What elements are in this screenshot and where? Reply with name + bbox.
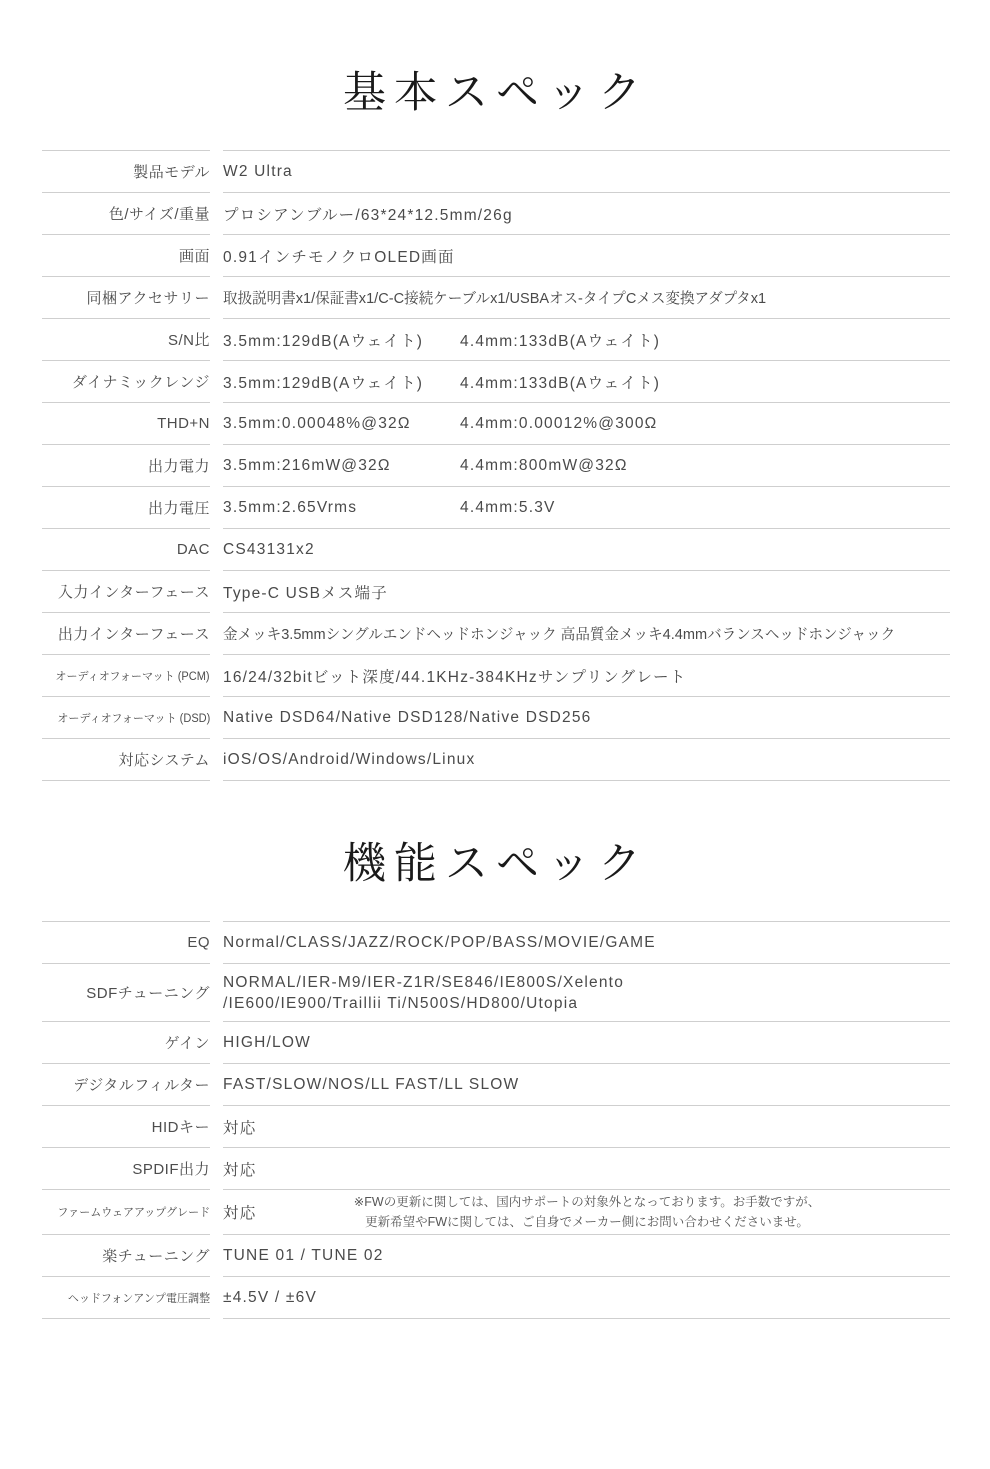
spec-row-value-cell bbox=[223, 738, 950, 780]
spec-row-value-cell bbox=[223, 570, 950, 612]
spec-row-label-cell bbox=[42, 528, 210, 570]
spec-row-value-cell bbox=[223, 1105, 950, 1147]
spec-row bbox=[42, 696, 950, 738]
spec-row-label-cell bbox=[42, 612, 210, 654]
spec-row-label: SPDIF出力 bbox=[132, 1161, 210, 1178]
spec-row bbox=[42, 360, 950, 402]
spec-row-label: デジタルフィルター bbox=[73, 1077, 210, 1094]
spec-row-label: ファームウェアアップグレード bbox=[57, 1207, 210, 1219]
spec-row-value: 3.5mm:0.00048%@32Ω bbox=[223, 414, 411, 432]
spec-row bbox=[42, 612, 950, 654]
value-line: NORMAL/IER-M9/IER-Z1R/SE846/IE800S/Xelento bbox=[223, 973, 625, 991]
spec-row-value: 0.91インチモノクロOLED画面 bbox=[223, 248, 455, 266]
spec-row-value: 対応 bbox=[223, 1161, 257, 1179]
spec-row-label: EQ bbox=[187, 934, 210, 951]
spec-row-label-cell bbox=[42, 1234, 210, 1276]
spec-row bbox=[42, 738, 950, 780]
spec-row-label: ヘッドフォンアンプ電圧調整 bbox=[67, 1292, 210, 1305]
spec-row-label-cell bbox=[42, 921, 210, 963]
spec-row-value: 3.5mm:129dB(Aウェイト) bbox=[223, 374, 424, 392]
spec-row-value: 4.4mm:0.00012%@300Ω bbox=[460, 414, 658, 432]
spec-row-value-cell bbox=[223, 360, 950, 402]
spec-row-label-cell bbox=[42, 360, 210, 402]
spec-row-value-cell bbox=[223, 921, 950, 963]
spec-row bbox=[42, 234, 950, 276]
spec-row-value-cell bbox=[223, 192, 950, 234]
spec-row bbox=[42, 318, 950, 360]
spec-row bbox=[42, 444, 950, 486]
spec-row-value: 4.4mm:5.3V bbox=[460, 498, 556, 516]
spec-row bbox=[42, 1234, 950, 1276]
spec-row-value: HIGH/LOW bbox=[223, 1033, 311, 1051]
spec-row-value: 3.5mm:216mW@32Ω bbox=[223, 456, 391, 474]
spec-row bbox=[42, 1189, 950, 1234]
spec-row-value-cell bbox=[223, 1234, 950, 1276]
spec-row bbox=[42, 402, 950, 444]
spec-row bbox=[42, 1147, 950, 1189]
spec-row-label: DAC bbox=[176, 541, 210, 558]
spec-row-value: iOS/OS/Android/Windows/Linux bbox=[223, 750, 476, 768]
spec-row-value: プロシアンブルー/63*24*12.5mm/26g bbox=[223, 206, 513, 224]
spec-row bbox=[42, 654, 950, 696]
spec-row-value: Normal/CLASS/JAZZ/ROCK/POP/BASS/MOVIE/GAME bbox=[223, 933, 656, 951]
spec-row-value-cell bbox=[223, 1189, 950, 1234]
spec-row-value: 4.4mm:133dB(Aウェイト) bbox=[460, 332, 661, 350]
firmware-note-line: 更新希望やFWに関しては、ご自身でメーカー側にお問い合わせくださいませ。 bbox=[365, 1215, 809, 1229]
spec-row bbox=[42, 276, 950, 318]
spec-row-label-cell bbox=[42, 738, 210, 780]
spec-row-value: 対応 bbox=[223, 1205, 257, 1222]
spec-row bbox=[42, 1276, 950, 1318]
spec-row-label: ダイナミックレンジ bbox=[71, 374, 210, 391]
spec-row-label-cell bbox=[42, 1105, 210, 1147]
spec-row-value-cell bbox=[223, 318, 950, 360]
section-title: 機能スペック bbox=[343, 840, 649, 888]
spec-row-value: 3.5mm:129dB(Aウェイト) bbox=[223, 332, 424, 350]
spec-row-value-cell bbox=[223, 696, 950, 738]
spec-row-value-cell bbox=[223, 150, 950, 192]
sections-root bbox=[42, 62, 950, 1319]
spec-row-label: ゲイン bbox=[164, 1035, 210, 1052]
spec-row-label-cell bbox=[42, 1147, 210, 1189]
spec-row-value: 16/24/32bitビット深度/44.1KHz-384KHzサンプリングレート bbox=[223, 668, 687, 686]
spec-row-label-cell bbox=[42, 402, 210, 444]
spec-row-value-cell bbox=[223, 1063, 950, 1105]
spec-row-value: CS43131x2 bbox=[223, 540, 315, 558]
table-bottom-divider bbox=[42, 1318, 950, 1319]
spec-row-value-cell bbox=[223, 402, 950, 444]
spec-table bbox=[42, 150, 950, 781]
spec-row-value: 4.4mm:133dB(Aウェイト) bbox=[460, 374, 661, 392]
spec-row-value: Type-C USBメス端子 bbox=[223, 584, 388, 602]
section-title: 基本スペック bbox=[343, 69, 649, 117]
spec-row-label-cell bbox=[42, 696, 210, 738]
spec-row-value: 金メッキ3.5mmシングルエンドヘッドホンジャック 高品質金メッキ4.4mmバランスヘッドホンジャック bbox=[223, 626, 896, 643]
divider-segment-label bbox=[42, 780, 210, 781]
spec-row-label: 出力電力 bbox=[147, 458, 210, 475]
spec-row-label: 画面 bbox=[178, 248, 210, 265]
spec-row-value-cell bbox=[223, 528, 950, 570]
spec-table bbox=[42, 921, 950, 1319]
spec-row-label-cell bbox=[42, 1189, 210, 1234]
divider-segment-value bbox=[223, 1318, 950, 1319]
spec-row-label-cell bbox=[42, 318, 210, 360]
spec-row-label: 色/サイズ/重量 bbox=[108, 206, 210, 223]
spec-row bbox=[42, 921, 950, 963]
spec-row-value: Native DSD64/Native DSD128/Native DSD256 bbox=[223, 708, 592, 726]
spec-row-label-cell bbox=[42, 570, 210, 612]
spec-row-label: HIDキー bbox=[151, 1119, 210, 1136]
spec-row-label: オーディオフォーマット (PCM) bbox=[55, 670, 210, 683]
spec-row-value-cell bbox=[223, 1021, 950, 1063]
spec-row-value: 3.5mm:2.65Vrms bbox=[223, 498, 358, 516]
spec-row-label: 対応システム bbox=[118, 752, 210, 769]
spec-row-label: 同梱アクセサリー bbox=[86, 290, 210, 307]
spec-row-value-cell bbox=[223, 963, 950, 1021]
spec-row-label-cell bbox=[42, 276, 210, 318]
spec-row-label-cell bbox=[42, 192, 210, 234]
spec-row-label: 楽チューニング bbox=[102, 1248, 210, 1265]
spec-row-value: 対応 bbox=[223, 1119, 257, 1137]
divider-segment-value bbox=[223, 780, 950, 781]
spec-row-value-cell bbox=[223, 444, 950, 486]
spec-row bbox=[42, 963, 950, 1021]
spec-row bbox=[42, 486, 950, 528]
spec-row bbox=[42, 150, 950, 192]
spec-row-label-cell bbox=[42, 1021, 210, 1063]
spec-row bbox=[42, 570, 950, 612]
spec-row-value: 4.4mm:800mW@32Ω bbox=[460, 456, 628, 474]
spec-row-value-cell bbox=[223, 654, 950, 696]
spec-row-label: SDFチューニング bbox=[86, 985, 210, 1002]
spec-row-label: THD+N bbox=[157, 415, 210, 432]
spec-row-value: ±4.5V / ±6V bbox=[223, 1288, 317, 1306]
spec-row-value-cell bbox=[223, 1147, 950, 1189]
table-bottom-divider bbox=[42, 780, 950, 781]
spec-row-label: S/N比 bbox=[167, 332, 210, 349]
spec-row-value-cell bbox=[223, 234, 950, 276]
spec-row-value bbox=[223, 972, 624, 1014]
spec-row-value-cell bbox=[223, 276, 950, 318]
spec-row bbox=[42, 192, 950, 234]
spec-row-label-cell bbox=[42, 150, 210, 192]
spec-row bbox=[42, 1063, 950, 1105]
spec-row-value-cell bbox=[223, 486, 950, 528]
spec-row bbox=[42, 528, 950, 570]
spec-row-value: FAST/SLOW/NOS/LL FAST/LL SLOW bbox=[223, 1075, 520, 1093]
spec-row-label-cell bbox=[42, 1276, 210, 1318]
spec-row-value-cell bbox=[223, 612, 950, 654]
firmware-note-line: ※FWの更新に関しては、国内サポートの対象外となっております。お手数ですが、 bbox=[353, 1195, 821, 1209]
spec-row-label: 入力インターフェース bbox=[57, 584, 210, 601]
spec-row-label: 出力インターフェース bbox=[57, 626, 210, 643]
spec-row-label: 製品モデル bbox=[133, 164, 210, 181]
spec-row-value: TUNE 01 / TUNE 02 bbox=[223, 1246, 384, 1264]
value-line: /IE600/IE900/Traillii Ti/N500S/HD800/Utopia bbox=[223, 994, 579, 1012]
spec-row-value-cell bbox=[223, 1276, 950, 1318]
spec-row-label-cell bbox=[42, 1063, 210, 1105]
spec-row-label-cell bbox=[42, 654, 210, 696]
spec-row-label-cell bbox=[42, 963, 210, 1021]
spec-row-label-cell bbox=[42, 234, 210, 276]
spec-row-label-cell bbox=[42, 486, 210, 528]
firmware-note bbox=[307, 1190, 867, 1234]
spec-row-label: オーディオフォーマット (DSD) bbox=[57, 712, 210, 725]
spec-row-value: W2 Ultra bbox=[223, 162, 293, 180]
spec-row-label: 出力電圧 bbox=[147, 500, 210, 517]
divider-segment-label bbox=[42, 1318, 210, 1319]
spec-row-label-cell bbox=[42, 444, 210, 486]
spec-row-value: 取扱説明書x1/保証書x1/C-C接続ケーブルx1/USBAオス-タイプCメス変換アダプタx1 bbox=[223, 290, 767, 307]
spec-row bbox=[42, 1021, 950, 1063]
spec-row bbox=[42, 1105, 950, 1147]
